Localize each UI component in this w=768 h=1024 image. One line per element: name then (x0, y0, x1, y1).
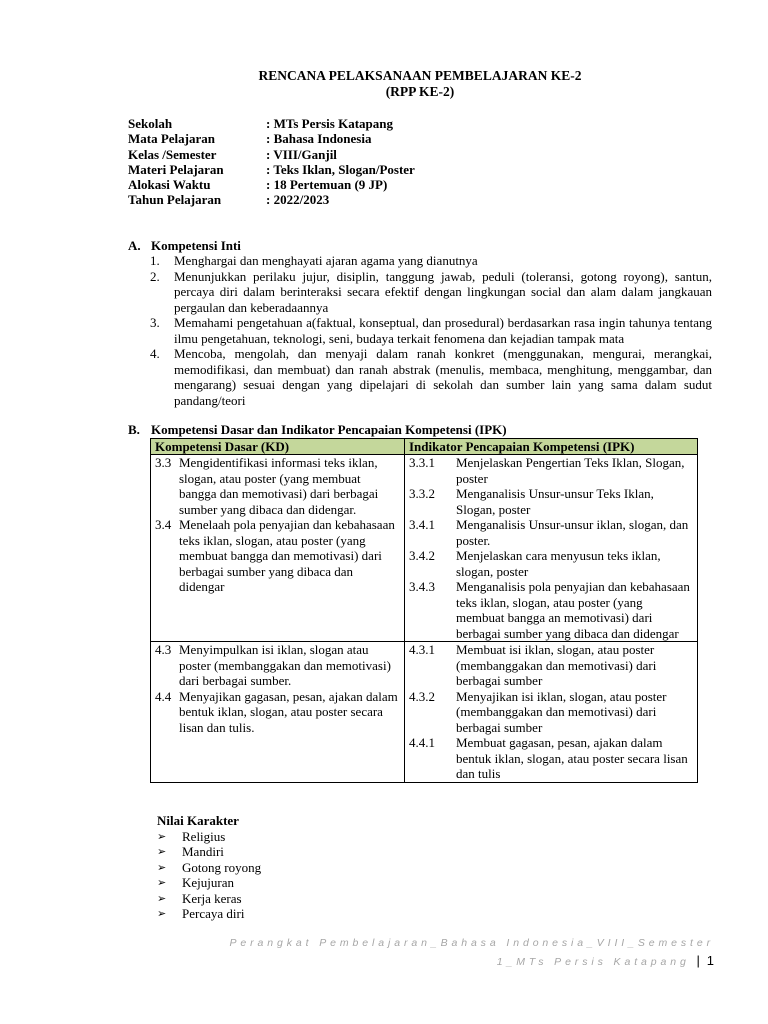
ipk-number: 3.4.1 (409, 517, 435, 532)
nilai-karakter-block (157, 813, 261, 922)
list-text: Menunjukkan perilaku jujur, disiplin, tanggung jawab, peduli (toleransi, gotong royong), santun, percaya diri dalam berinteraksi secara efektif dengan lingkungan social dan alam dalam jangkauan pergaulan dan keberadaannya (174, 268, 712, 315)
section-a-title: Kompetensi Inti (151, 238, 241, 253)
footer-line-2-text: 1_MTs Persis Katapang (496, 956, 690, 968)
identity-label: Alokasi Waktu (128, 177, 211, 193)
list-item (150, 346, 712, 408)
nilai-text: Religius (182, 828, 226, 844)
table-row (151, 642, 698, 783)
page-number: 1 (706, 953, 714, 968)
header-kd: Kompetensi Dasar (KD) (151, 439, 405, 455)
identity-value: : 2022/2023 (266, 192, 330, 208)
identity-label: Sekolah (128, 116, 173, 131)
title-line-2: (RPP KE-2) (385, 84, 455, 99)
kd-number: 3.3 (155, 455, 172, 470)
identity-label: Tahun Pelajaran (128, 192, 222, 208)
ipk-text: Membuat isi iklan, slogan, atau poster (membanggakan dan memotivasi) dari berbagai sumber (456, 642, 657, 688)
nilai-karakter-title: Nilai Karakter (157, 813, 239, 828)
kd-text: Menyajikan gagasan, pesan, ajakan dalam bentuk iklan, slogan, atau poster secara lisan dan tulis. (179, 688, 398, 735)
identity-row (128, 177, 415, 192)
kd-number: 4.3 (155, 642, 172, 657)
identity-value: : MTs Persis Katapang (266, 116, 393, 131)
kompetensi-inti-list (150, 253, 712, 408)
section-b-title: Kompetensi Dasar dan Indikator Pencapaian Kompetensi (IPK) (151, 422, 507, 437)
identity-row (128, 162, 415, 177)
ipk-item (409, 517, 693, 548)
list-item (157, 829, 261, 845)
kd-cell (151, 642, 405, 783)
identity-row (128, 192, 415, 207)
list-item (157, 891, 261, 907)
list-item (157, 860, 261, 876)
kd-cell (151, 455, 405, 642)
ipk-text: Membuat gagasan, pesan, ajakan dalam bentuk iklan, slogan, atau poster secara lisan dan tulis (456, 735, 688, 781)
list-item (157, 906, 261, 922)
kd-item (155, 642, 400, 689)
footer-line-1: Perangkat Pembelajaran_Bahasa Indonesia_VIII_Semester (229, 937, 714, 949)
nilai-text: Kejujuran (182, 875, 234, 891)
ipk-item (409, 642, 693, 689)
list-item (157, 875, 261, 891)
arrow-bullet-icon: ➢ (157, 829, 167, 843)
section-b-letter: B. (128, 422, 140, 437)
list-text: Menghargai dan menghayati ajaran agama yang dianutnya (174, 253, 478, 268)
identity-row (128, 116, 415, 131)
arrow-bullet-icon: ➢ (157, 860, 167, 874)
list-number: 1. (150, 253, 160, 268)
list-number: 4. (150, 346, 160, 361)
kd-item (155, 455, 400, 517)
ipk-item (409, 548, 693, 579)
nilai-text: Gotong royong (182, 859, 262, 875)
footer-separator: | (696, 953, 700, 968)
list-item (157, 844, 261, 860)
ipk-number: 3.3.2 (409, 486, 435, 501)
title-line-1: RENCANA PELAKSANAAN PEMBELAJARAN KE-2 (258, 68, 582, 83)
ipk-item (409, 486, 693, 517)
identity-row (128, 131, 415, 146)
list-item (150, 269, 712, 316)
ipk-number: 4.4.1 (409, 735, 435, 750)
ipk-text: Menyajikan isi iklan, slogan, atau poster (membanggakan dan memotivasi) dari berbagai sumber (456, 688, 667, 735)
table-row (151, 455, 698, 642)
section-a-heading (128, 238, 241, 254)
ipk-number: 4.3.2 (409, 688, 435, 704)
kd-ipk-table (150, 438, 698, 783)
list-text: Memahami pengetahuan a(faktual, konseptual, dan prosedural) berdasarkan rasa ingin tahunya tentang ilmu pengetahuan, teknologi, seni, budaya terkait fenomena dan kejadian tampak mata (174, 315, 712, 346)
list-number: 2. (150, 268, 160, 284)
list-item (150, 253, 712, 269)
ipk-text: Menjelaskan Pengertian Teks Iklan, Slogan, poster (456, 455, 685, 486)
page-footer (229, 934, 714, 971)
identity-value: : Bahasa Indonesia (266, 131, 372, 147)
ipk-number: 3.3.1 (409, 455, 435, 470)
header-ipk: Indikator Pencapaian Kompetensi (IPK) (405, 439, 698, 455)
nilai-text: Mandiri (182, 844, 224, 860)
ipk-number: 3.4.3 (409, 579, 435, 594)
ipk-item (409, 689, 693, 736)
section-a-letter: A. (128, 238, 141, 253)
ipk-item (409, 579, 693, 641)
identity-label: Kelas /Semester (128, 146, 217, 162)
identity-value: : 18 Pertemuan (9 JP) (266, 177, 388, 193)
identity-value: : VIII/Ganjil (266, 146, 337, 162)
arrow-bullet-icon: ➢ (157, 891, 167, 905)
list-number: 3. (150, 315, 160, 330)
identity-value: : Teks Iklan, Slogan/Poster (266, 161, 415, 177)
kd-number: 4.4 (155, 688, 172, 704)
kd-item (155, 689, 400, 736)
kd-item (155, 517, 400, 595)
kd-text: Mengidentifikasi informasi teks iklan, slogan, atau poster (yang membuat bangga dan memotivasi) dari berbagai sumber yang dibaca dan didengar. (179, 455, 379, 517)
ipk-text: Menganalisis Unsur-unsur iklan, slogan, dan poster. (456, 517, 689, 548)
ipk-item (409, 735, 693, 782)
arrow-bullet-icon: ➢ (157, 845, 167, 859)
identity-label: Materi Pelajaran (128, 161, 224, 177)
section-b-heading (128, 422, 507, 438)
ipk-number: 3.4.2 (409, 548, 435, 563)
ipk-cell (405, 455, 698, 642)
kd-text: Menyimpulkan isi iklan, slogan atau poster (membanggakan dan memotivasi) dari berbagai sumber. (179, 642, 391, 688)
ipk-item (409, 455, 693, 486)
nilai-text: Kerja keras (182, 890, 242, 906)
arrow-bullet-icon: ➢ (157, 907, 167, 921)
document-title (0, 68, 768, 100)
ipk-cell (405, 642, 698, 783)
identity-label: Mata Pelajaran (128, 131, 216, 147)
table-header-row (151, 439, 698, 455)
arrow-bullet-icon: ➢ (157, 876, 167, 890)
ipk-text: Menganalisis Unsur-unsur Teks Iklan, Slogan, poster (456, 486, 654, 517)
ipk-text: Menganalisis pola penyajian dan kebahasaan teks iklan, slogan, atau poster (yang membuat bangga an memotivasi) dari berbagai sumber yang dibaca dan didengar (456, 579, 690, 641)
footer-line-2 (229, 952, 714, 971)
identity-row (128, 147, 415, 162)
nilai-text: Percaya diri (182, 906, 245, 922)
ipk-number: 4.3.1 (409, 642, 435, 657)
list-text: Mencoba, mengolah, dan menyaji dalam ranah konkret (menggunakan, mengurai, merangkai, memodifikasi, dan membuat) dan ranah abstrak (menulis, membaca, menghitung, menggambar, dan mengarang) sesuai dengan yang dipelajari di sekolah dan sumber lain yang sama dalam sudut pandang/teori (174, 346, 712, 408)
ipk-text: Menjelaskan cara menyusun teks iklan, slogan, poster (456, 548, 661, 579)
list-item (150, 315, 712, 346)
kd-number: 3.4 (155, 517, 172, 532)
kd-text: Menelaah pola penyajian dan kebahasaan teks iklan, slogan, atau poster (yang membuat bangga dan memotivasi) dari berbagai sumber yang dibaca dan didengar (179, 517, 395, 594)
identity-block (128, 116, 415, 208)
